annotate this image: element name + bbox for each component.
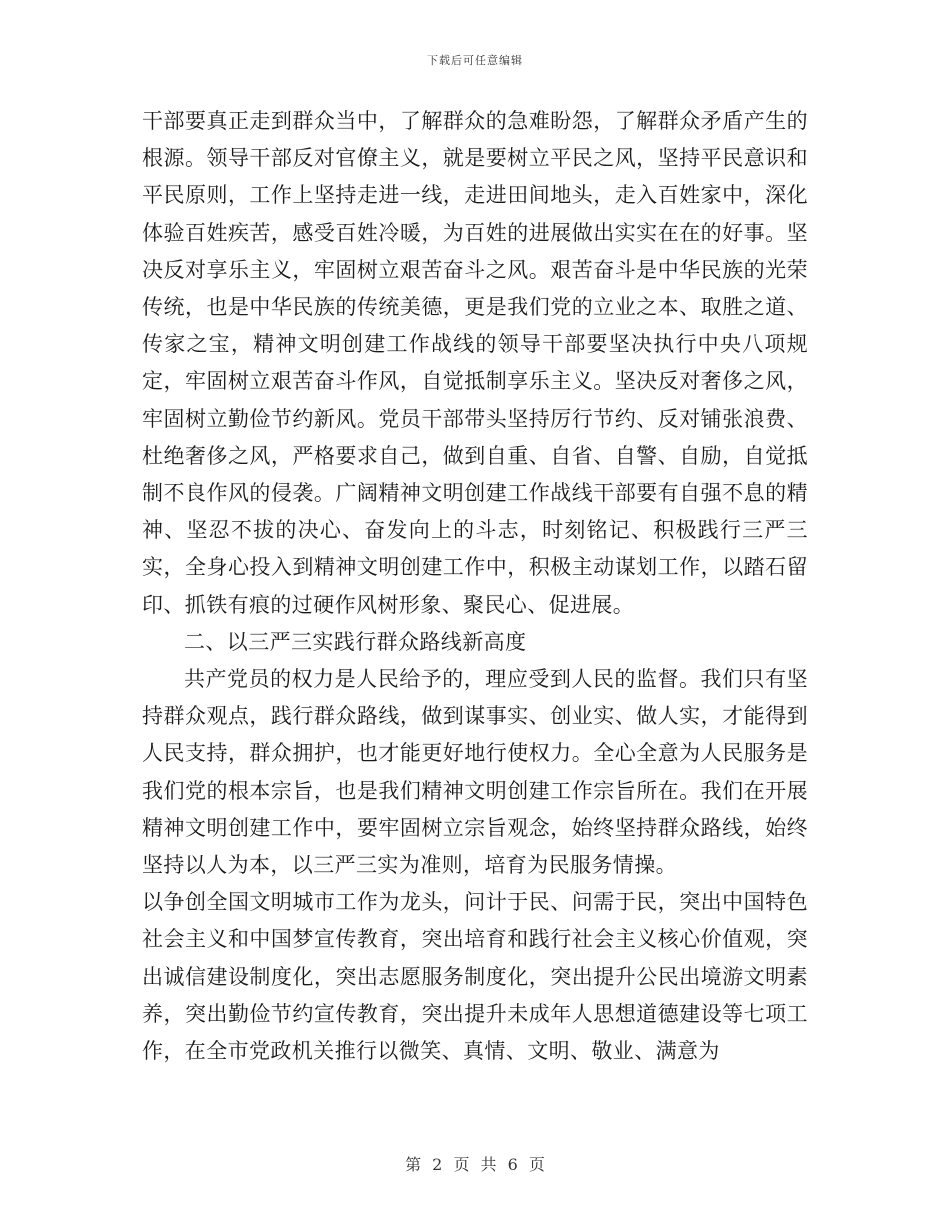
section-heading: 二、以三严三实践行群众路线新高度: [184, 629, 527, 654]
paragraph-3: 以争创全国文明城市工作为龙头，问计于民、问需于民，突出中国特色社会主义和中国梦宣传教育，突出培育和践行社会主义核心价值观，突出诚信建设制度化，突出志愿服务制度化，突出提升公民出境游文明素养，突出勤俭节约宣传教育，突出提升未成年人思想道德建设等七项工作，在全市党政机关推行以微笑、真情、文明、敬业、满意为: [142, 890, 808, 1064]
page-header: 下载后可任意编辑: [427, 54, 523, 67]
document-body: [142, 103, 808, 1070]
paragraph-1: 干部要真正走到群众当中，了解群众的急难盼怨，了解群众矛盾产生的根源。领导干部反对官僚主义，就是要树立平民之风，坚持平民意识和平民原则，工作上坚持走进一线，走进田间地头，走入百姓家中，深化体验百姓疾苦，感受百姓冷暖，为百姓的进展做出实实在在的好事。坚决反对享乐主义，牢固树立艰苦奋斗之风。艰苦奋斗是中华民族的光荣传统，也是中华民族的传统美德，更是我们党的立业之本、取胜之道、传家之宝，精神文明创建工作战线的领导干部要坚决执行中央八项规定，牢固树立艰苦奋斗作风，自觉抵制享乐主义。坚决反对奢侈之风，牢固树立勤俭节约新风。党员干部带头坚持厉行节约、反对铺张浪费、杜绝奢侈之风，严格要求自己，做到自重、自省、自警、自励，自觉抵制不良作风的侵袭。广阔精神文明创建工作战线干部要有自强不息的精神、坚忍不拔的决心、奋发向上的斗志，时刻铭记、积极践行三严三实，全身心投入到精神文明创建工作中，积极主动谋划工作，以踏石留印、抓铁有痕的过硬作风树形象、聚民心、促进展。: [142, 109, 808, 617]
paragraph-2: 共产党员的权力是人民给予的，理应受到人民的监督。我们只有坚持群众观点，践行群众路线，做到谋事实、创业实、做人实，才能得到人民支持，群众拥护，也才能更好地行使权力。全心全意为人民服务是我们党的根本宗旨，也是我们精神文明创建工作宗旨所在。我们在开展精神文明创建工作中，要牢固树立宗旨观念，始终坚持群众路线，始终坚持以人为本，以三严三实为准则，培育为民服务情操。: [142, 667, 808, 878]
page-number: 第 2 页 共 6 页: [405, 1155, 545, 1174]
